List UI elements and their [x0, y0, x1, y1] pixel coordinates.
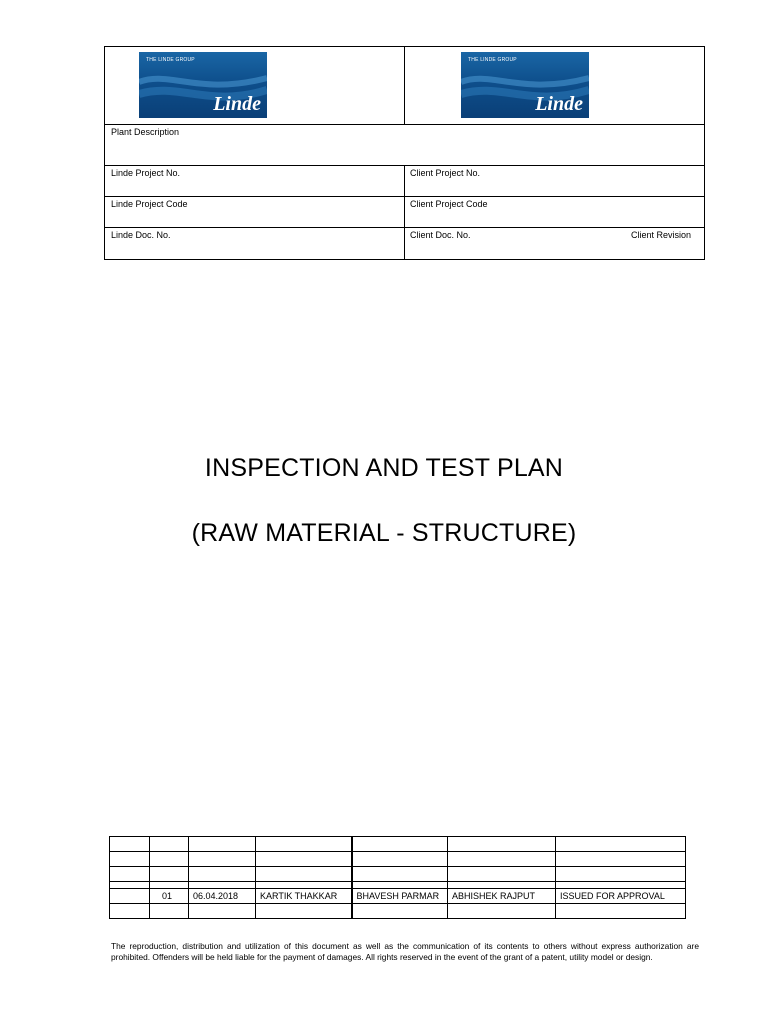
- table-cell: [150, 904, 189, 919]
- table-cell: [189, 904, 256, 919]
- table-cell: [256, 837, 352, 852]
- table-cell: [352, 904, 448, 919]
- linde-logo-right: [461, 52, 589, 118]
- table-cell: [448, 882, 556, 889]
- client-doc-no-label: Client Doc. No.: [410, 230, 471, 240]
- checked-by-cell: BHAVESH PARMAR: [352, 889, 448, 904]
- table-cell: [150, 867, 189, 882]
- table-cell: [189, 852, 256, 867]
- table-cell: [352, 867, 448, 882]
- header-column-divider: [404, 165, 405, 259]
- table-cell: [150, 852, 189, 867]
- table-cell: [150, 837, 189, 852]
- header-column-divider: [404, 47, 405, 124]
- table-row: [110, 867, 686, 882]
- logo-group-text: THE LINDE GROUP: [146, 57, 195, 63]
- table-cell: [110, 837, 150, 852]
- table-cell: [110, 904, 150, 919]
- revision-number-cell: 01: [150, 889, 189, 904]
- table-row-revision-01: [110, 889, 686, 904]
- linde-project-no-label: Linde Project No.: [111, 168, 181, 178]
- logo-wordmark: Linde: [213, 93, 261, 115]
- table-cell: [448, 867, 556, 882]
- table-cell: [189, 837, 256, 852]
- table-cell: [556, 882, 686, 889]
- table-cell: [556, 904, 686, 919]
- document-subtitle: (RAW MATERIAL - STRUCTURE): [191, 519, 577, 547]
- client-project-code-label: Client Project Code: [410, 199, 488, 209]
- table-cell: [448, 904, 556, 919]
- table-cell: [256, 882, 352, 889]
- linde-project-code-label: Linde Project Code: [111, 199, 188, 209]
- table-cell: [352, 882, 448, 889]
- table-cell: [256, 904, 352, 919]
- document-title: INSPECTION AND TEST PLAN: [204, 454, 564, 482]
- prepared-by-cell: KARTIK THAKKAR: [256, 889, 352, 904]
- table-cell: [556, 852, 686, 867]
- table-cell: [352, 852, 448, 867]
- table-cell: [110, 882, 150, 889]
- table-row: [110, 904, 686, 919]
- table-cell: [110, 889, 150, 904]
- table-cell: [556, 867, 686, 882]
- revision-date-cell: 06.04.2018: [189, 889, 256, 904]
- client-revision-label: Client Revision: [631, 230, 692, 240]
- table-cell: [256, 852, 352, 867]
- linde-logo-left: [139, 52, 267, 118]
- approved-by-cell: ABHISHEK RAJPUT: [448, 889, 556, 904]
- client-project-no-label: Client Project No.: [410, 168, 481, 178]
- table-cell: [448, 852, 556, 867]
- logo-wordmark: Linde: [535, 93, 583, 115]
- table-cell: [189, 882, 256, 889]
- copyright-notice: The reproduction, distribution and utilization of this document as well as the communication of its contents to others without express authorization are prohibited. Offenders will be held liable for the payment of damages. All rights reserved in the event of the grant of a patent, utility model or design.: [111, 941, 699, 962]
- table-row: [110, 852, 686, 867]
- table-cell: [110, 867, 150, 882]
- table-row-spacer: [110, 882, 686, 889]
- table-cell: [256, 867, 352, 882]
- document-header-table: [104, 46, 705, 260]
- header-row-divider: [105, 124, 704, 125]
- table-row: [110, 837, 686, 852]
- plant-description-label: Plant Description: [111, 127, 180, 137]
- revision-status-cell: ISSUED FOR APPROVAL: [556, 889, 686, 904]
- linde-doc-no-label: Linde Doc. No.: [111, 230, 171, 240]
- logo-group-text: THE LINDE GROUP: [468, 57, 517, 63]
- revision-table: [109, 836, 686, 919]
- table-cell: [352, 837, 448, 852]
- table-cell: [448, 837, 556, 852]
- table-cell: [189, 867, 256, 882]
- table-cell: [110, 852, 150, 867]
- table-cell: [556, 837, 686, 852]
- table-cell: [150, 882, 189, 889]
